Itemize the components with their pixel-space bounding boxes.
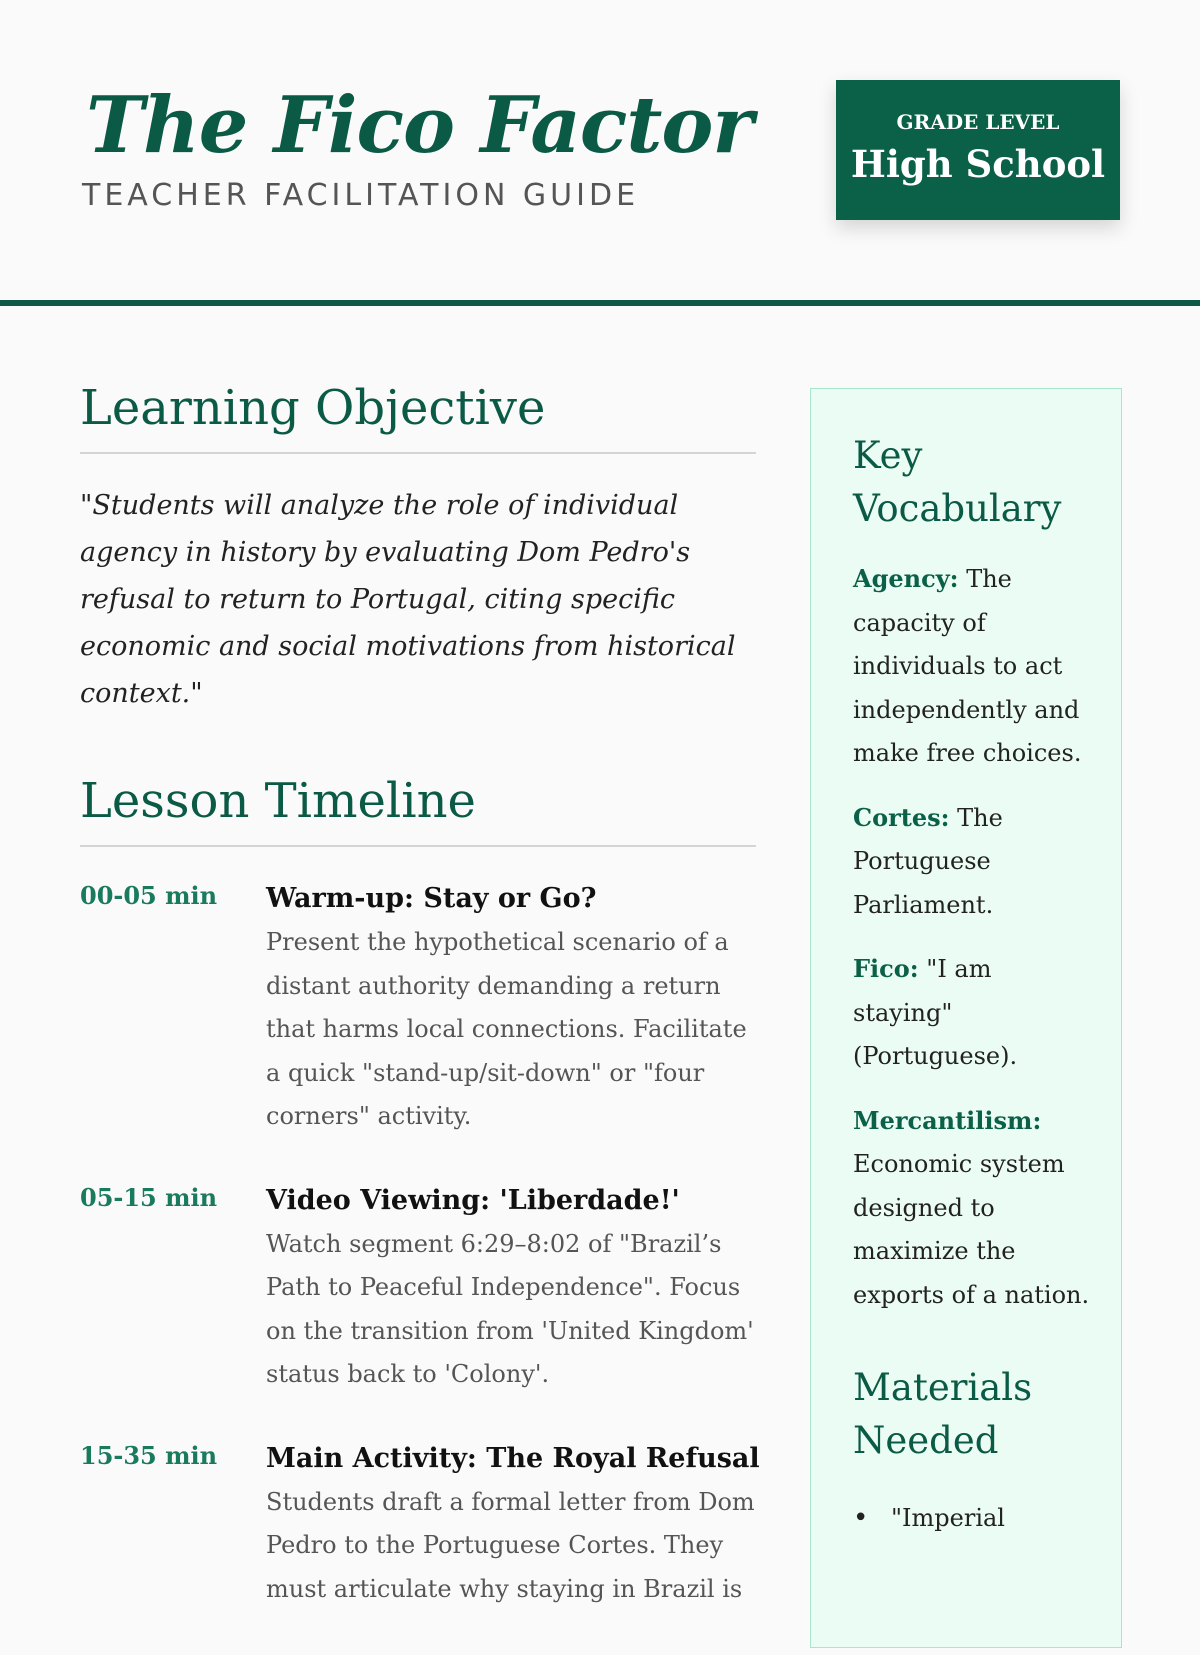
vocabulary-definition: Economic system designed to maximize the exports of a nation.	[853, 1150, 1090, 1309]
page-header	[0, 0, 1200, 302]
vocabulary-term: Mercantilism:	[853, 1105, 1042, 1135]
vocabulary-heading: Key Vocabulary	[853, 434, 1062, 530]
timeline-item	[80, 1440, 760, 1612]
materials-heading: Materials Needed	[853, 1366, 1033, 1462]
materials-list	[853, 1497, 1097, 1541]
timeline-item	[80, 881, 756, 1139]
timeline-item-description: Present the hypothetical scenario of a distant authority demanding a return that harms local connections. Facilitate a quick "stand-up/sit-down" or "four corners" activity.	[266, 928, 747, 1130]
materials-item: • "Imperial	[853, 1497, 1097, 1541]
vocabulary-item	[853, 557, 1097, 776]
main-content	[80, 380, 760, 1655]
timeline-time: 05-15 min	[80, 1182, 218, 1212]
timeline-item	[80, 1183, 756, 1397]
vocabulary-item	[853, 796, 1097, 928]
page-subtitle: TEACHER FACILITATION GUIDE	[82, 178, 640, 213]
timeline-time: 15-35 min	[80, 1440, 218, 1470]
vocabulary-item	[853, 947, 1097, 1079]
grade-level-value: High School	[850, 142, 1106, 186]
vocabulary-list	[853, 557, 1097, 1317]
vocabulary-definition: The Portuguese Parliament.	[853, 803, 1003, 919]
vocabulary-item	[853, 1099, 1097, 1318]
timeline-item-description: Watch segment 6:29–8:02 of "Brazil’s Path to Peaceful Independence". Focus on the transition from 'United Kingdom' status back to 'Colony'.	[266, 1229, 754, 1388]
objective-text: "Students will analyze the role of individual agency in history by evaluating Dom Pedro's refusal to return to Portugal, citing specific economic and social motivations from historical context."	[80, 490, 736, 709]
vocabulary-term: Cortes:	[853, 802, 950, 832]
timeline-item-title: Video Viewing: 'Liberdade!'	[266, 1184, 680, 1216]
vocabulary-definition: The capacity of individuals to act independently and make free choices.	[853, 565, 1082, 767]
page-title: The Fico Factor	[86, 80, 753, 171]
grade-level-label: GRADE LEVEL	[896, 110, 1060, 134]
timeline-item-title: Main Activity: The Royal Refusal	[266, 1442, 760, 1474]
vocabulary-definition: "I am staying" (Portuguese).	[853, 955, 1018, 1070]
grade-level-badge	[836, 80, 1120, 220]
timeline-item-description: Students draft a formal letter from Dom Pedro to the Portuguese Cortes. They must articulate why staying in Brazil is	[266, 1487, 755, 1603]
header-divider	[0, 300, 1200, 306]
vocabulary-term: Agency:	[853, 564, 959, 593]
vocabulary-term: Fico:	[853, 954, 919, 983]
timeline-item-title: Warm-up: Stay or Go?	[266, 883, 597, 914]
objective-heading: Learning Objective	[80, 380, 756, 454]
lesson-timeline	[80, 881, 760, 1611]
timeline-time: 00-05 min	[80, 881, 218, 910]
sidebar	[810, 388, 1122, 1648]
timeline-heading: Lesson Timeline	[80, 773, 756, 847]
